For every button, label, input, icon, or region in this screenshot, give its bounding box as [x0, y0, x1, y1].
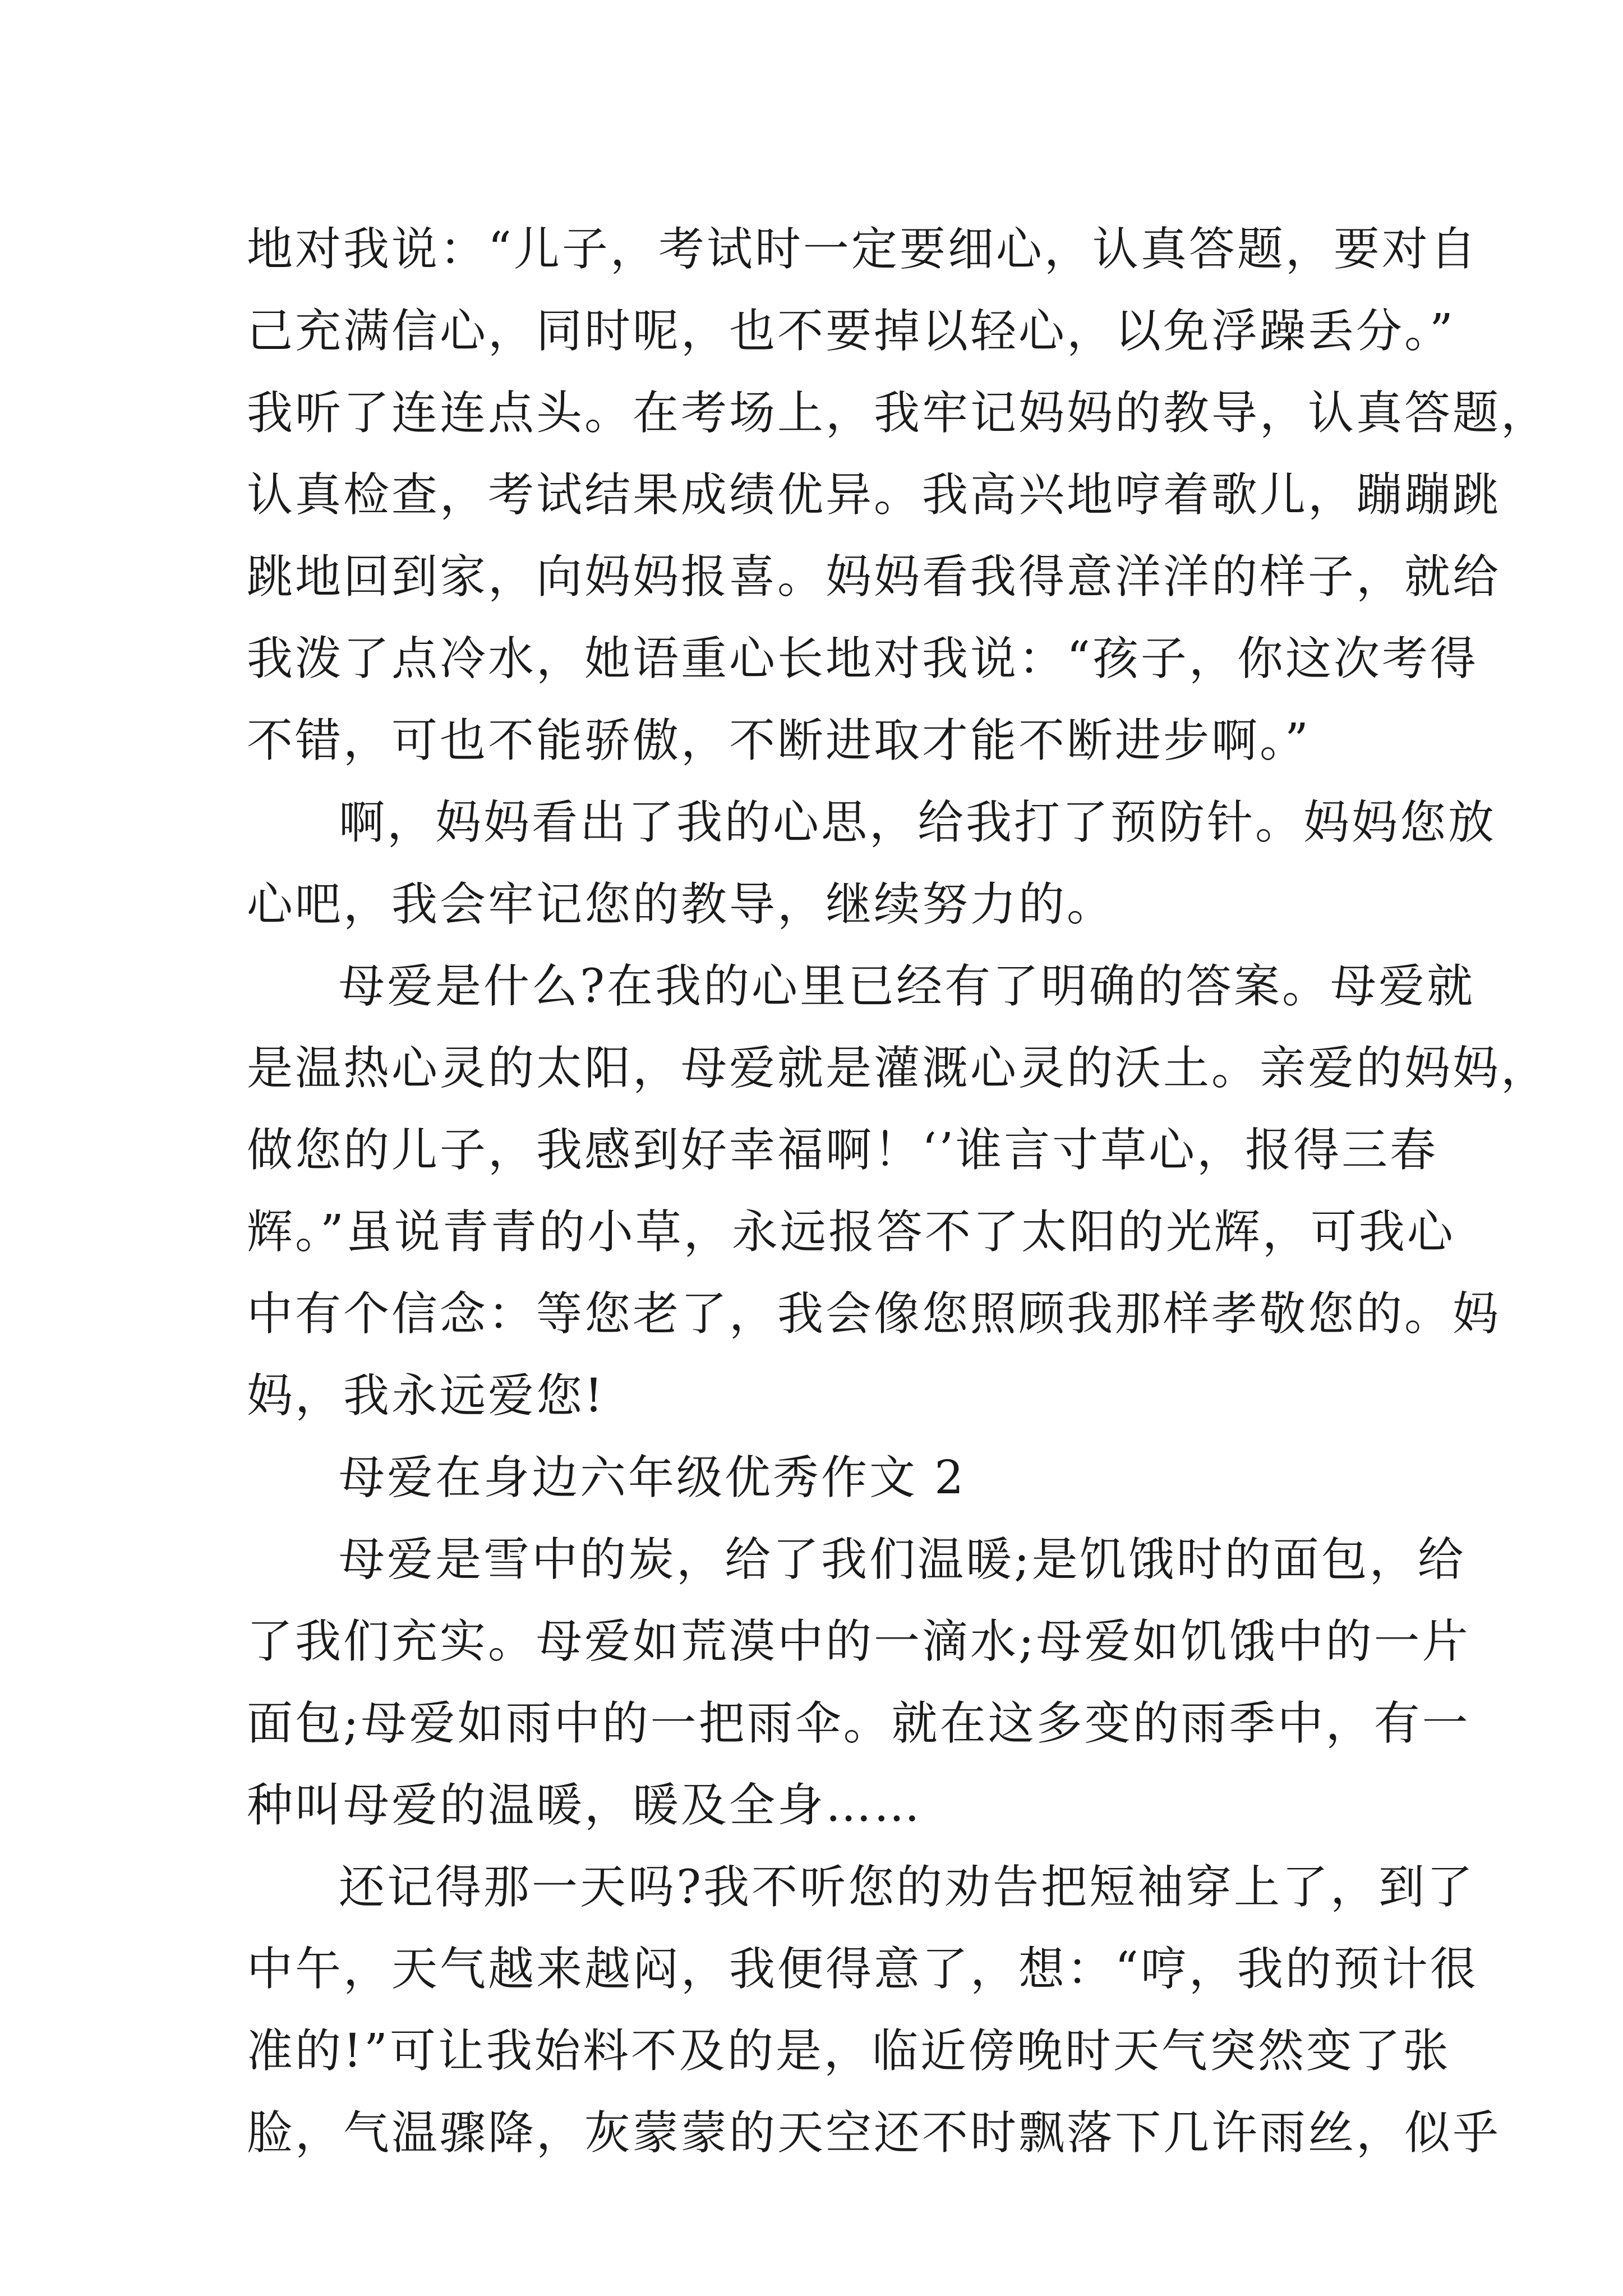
text-line: 我泼了点冷水，她语重心长地对我说：“孩子，你这次考得: [247, 632, 1478, 685]
text-line: 地对我说：“儿子，考试时一定要细心，认真答题，要对自: [247, 223, 1478, 276]
text-line: 跳地回到家，向妈妈报喜。妈妈看我得意洋洋的样子，就给: [247, 550, 1501, 604]
document-body: [247, 209, 1550, 2174]
text-line: 种叫母爱的温暖，暖及全身……: [247, 1779, 923, 1832]
text-line: 啊，妈妈看出了我的心思，给我打了预防针。妈妈您放: [339, 796, 1497, 849]
text-line: 辉。”虽说青青的小草，永远报答不了太阳的光辉，可我心: [247, 1205, 1455, 1259]
text-line: 了我们充实。母爱如荒漠中的一滴水;母爱如饥饿中的一片: [247, 1615, 1470, 1668]
text-line: 面包;母爱如雨中的一把雨伞。就在这多变的雨季中，有一: [247, 1697, 1470, 1750]
text-line: 认真检查，考试结果成绩优异。我高兴地哼着歌儿，蹦蹦跳: [247, 468, 1501, 522]
text-line: 还记得那一天吗?我不听您的劝告把短袖穿上了，到了: [339, 1861, 1475, 1914]
text-line: 中有个信念：等您老了，我会像您照顾我那样孝敬您的。妈: [247, 1287, 1501, 1341]
text-line: 妈，我永远爱您!: [247, 1369, 605, 1423]
text-line: 母爱是雪中的炭，给了我们温暖;是饥饿时的面包，给: [339, 1533, 1466, 1586]
text-line: 准的!”可让我始料不及的是，临近傍晚时天气突然变了张: [247, 2024, 1451, 2078]
text-line: 不错，可也不能骄傲，不断进取才能不断进步啊。”: [247, 714, 1311, 767]
text-line: 中午，天气越来越闷，我便得意了，想：“哼，我的预计很: [247, 1943, 1478, 1996]
text-line: 心吧，我会牢记您的教导，继续努力的。: [247, 878, 1115, 931]
text-line: 做您的儿子，我感到好幸福啊！‘’谁言寸草心，报得三春: [247, 1124, 1438, 1177]
text-line: 母爱是什么?在我的心里已经有了明确的答案。母爱就: [339, 960, 1475, 1013]
text-line: 己充满信心，同时呢，也不要掉以轻心，以免浮躁丢分。”: [247, 305, 1455, 358]
text-line: 是温热心灵的太阳，母爱就是灌溉心灵的沃土。亲爱的妈妈，: [247, 1042, 1550, 1095]
section-heading: 母爱在身边六年级优秀作文 2: [339, 1451, 966, 1504]
text-line: 脸，气温骤降，灰蒙蒙的天空还不时飘落下几许雨丝，似乎: [247, 2106, 1501, 2160]
text-line: 我听了连连点头。在考场上，我牢记妈妈的教导，认真答题，: [247, 386, 1550, 440]
